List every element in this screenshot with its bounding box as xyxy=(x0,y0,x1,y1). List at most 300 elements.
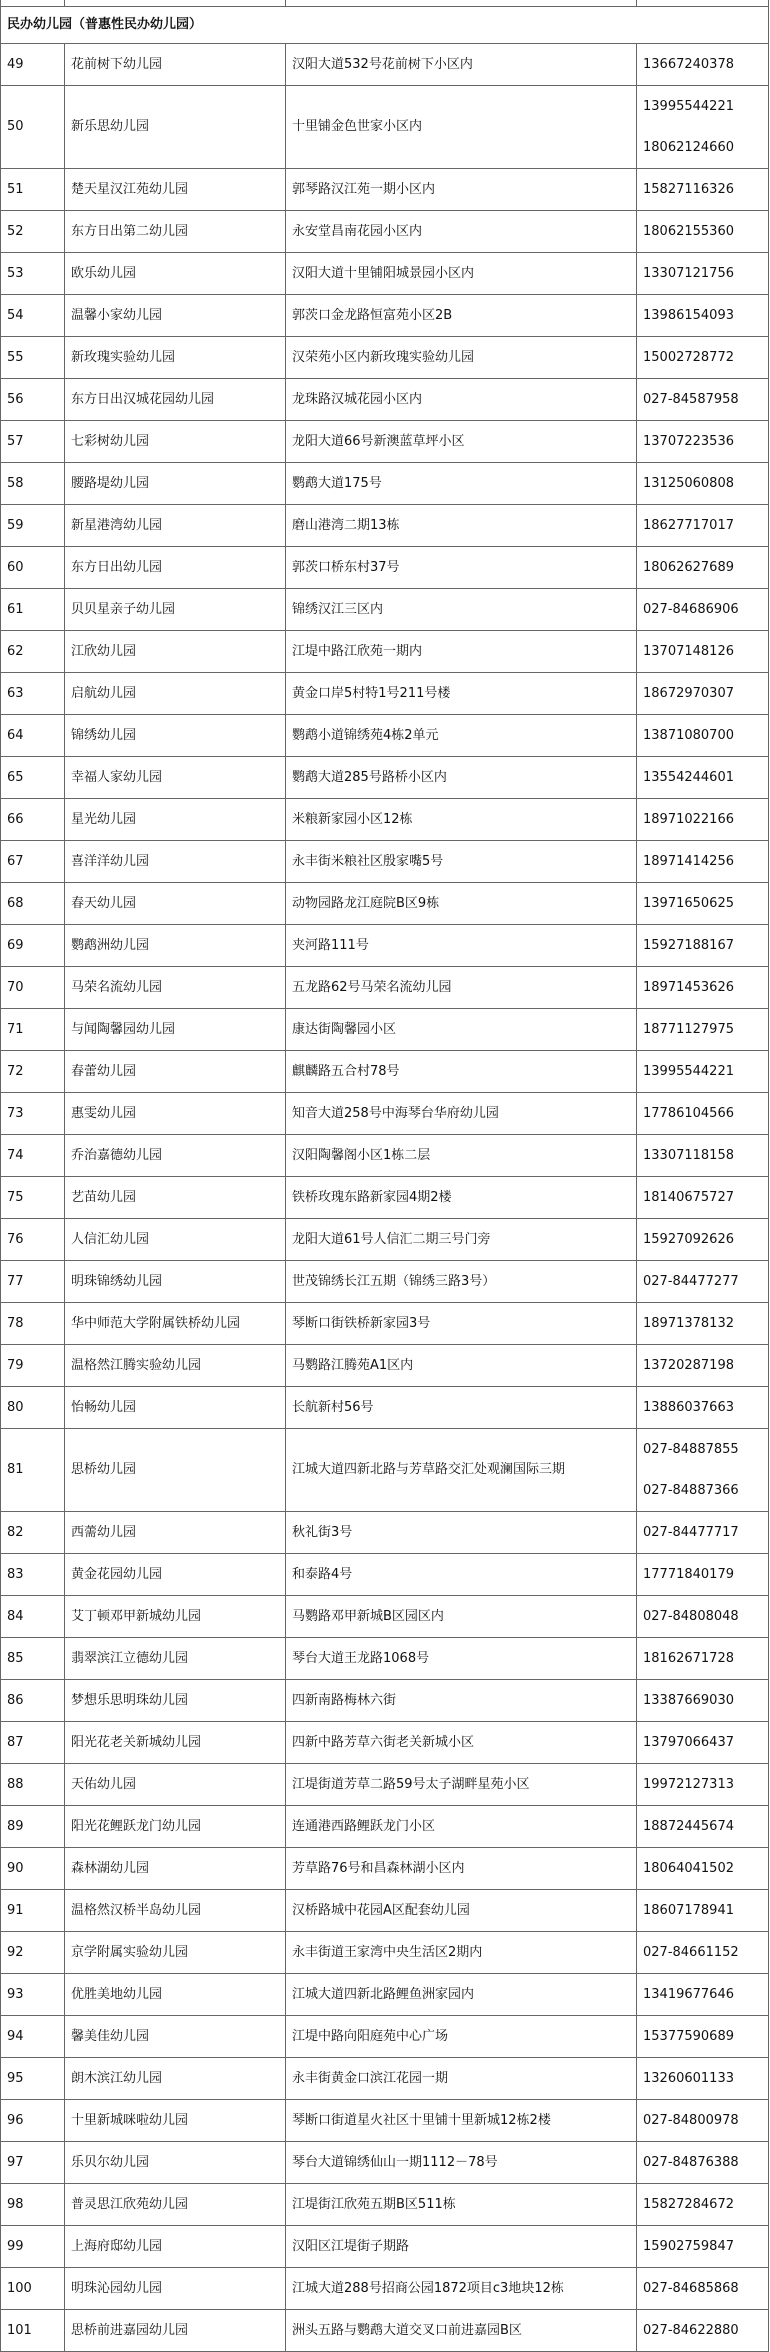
table-row xyxy=(1,925,769,967)
phone-cell xyxy=(637,253,769,295)
row-number-cell: 85 xyxy=(1,1638,65,1680)
section-header-row xyxy=(1,7,769,44)
phone-cell xyxy=(637,463,769,505)
row-number-cell: 89 xyxy=(1,1806,65,1848)
phone-number: 027-84800978 xyxy=(643,2113,739,2128)
kindergarten-name-cell: 西薷幼儿园 xyxy=(65,1512,286,1554)
table-row xyxy=(1,44,769,86)
table-row xyxy=(1,211,769,253)
table-row xyxy=(1,1512,769,1554)
address-cell: 琴台大道锦绣仙山一期1112－78号 xyxy=(286,2142,637,2184)
table-row xyxy=(1,253,769,295)
row-number-cell: 96 xyxy=(1,2100,65,2142)
kindergarten-name-cell: 明珠锦绣幼儿园 xyxy=(65,1261,286,1303)
phone-cell xyxy=(637,1554,769,1596)
row-number-cell: 80 xyxy=(1,1387,65,1429)
row-number-cell: 65 xyxy=(1,757,65,799)
address-cell: 和泰路4号 xyxy=(286,1554,637,1596)
table-row xyxy=(1,799,769,841)
kindergarten-name-cell: 春蕾幼儿园 xyxy=(65,1051,286,1093)
kindergarten-name-cell: 东方日出幼儿园 xyxy=(65,547,286,589)
phone-cell xyxy=(637,715,769,757)
address-cell: 琴断口街道星火社区十里铺十里新城12栋2楼 xyxy=(286,2100,637,2142)
kindergarten-name-cell: 馨美佳幼儿园 xyxy=(65,2016,286,2058)
kindergarten-name-cell: 阳光花老关新城幼儿园 xyxy=(65,1722,286,1764)
address-cell: 龙阳大道61号人信汇二期三号门旁 xyxy=(286,1219,637,1261)
phone-number: 18064041502 xyxy=(643,1861,734,1876)
address-cell: 郭茨口金龙路恒富苑小区2B xyxy=(286,295,637,337)
row-number-cell: 76 xyxy=(1,1219,65,1261)
address-cell: 知音大道258号中海琴台华府幼儿园 xyxy=(286,1093,637,1135)
row-number-cell: 94 xyxy=(1,2016,65,2058)
phone-cell xyxy=(637,1596,769,1638)
phone-number: 13797066437 xyxy=(643,1735,734,1750)
table-row xyxy=(1,1303,769,1345)
row-number-cell: 97 xyxy=(1,2142,65,2184)
address-cell: 江城大道四新北路与芳草路交汇处观澜国际三期 xyxy=(286,1429,637,1512)
table-row xyxy=(1,757,769,799)
phone-cell xyxy=(637,169,769,211)
address-cell: 马鹦路邓甲新城B区园区内 xyxy=(286,1596,637,1638)
phone-number: 13995544221 xyxy=(643,1064,734,1079)
table-row xyxy=(1,1219,769,1261)
phone-number: 15827284672 xyxy=(643,2197,734,2212)
phone-cell xyxy=(637,2310,769,2352)
kindergarten-name-cell: 森林湖幼儿园 xyxy=(65,1848,286,1890)
phone-number: 027-84587958 xyxy=(643,392,739,407)
kindergarten-name-cell: 乐贝尔幼儿园 xyxy=(65,2142,286,2184)
table-row xyxy=(1,337,769,379)
table-row xyxy=(1,589,769,631)
address-cell: 芳草路76号和昌森林湖小区内 xyxy=(286,1848,637,1890)
address-cell: 五龙路62号马荣名流幼儿园 xyxy=(286,967,637,1009)
address-cell: 洲头五路与鹦鹉大道交叉口前进嘉园B区 xyxy=(286,2310,637,2352)
phone-cell xyxy=(637,1051,769,1093)
phone-number: 13419677646 xyxy=(643,1987,734,2002)
kindergarten-name-cell: 楚天星汉江苑幼儿园 xyxy=(65,169,286,211)
row-number-cell: 52 xyxy=(1,211,65,253)
row-number-cell: 78 xyxy=(1,1303,65,1345)
phone-cell xyxy=(637,1093,769,1135)
row-number-cell: 86 xyxy=(1,1680,65,1722)
phone-number: 13886037663 xyxy=(643,1400,734,1415)
phone-cell xyxy=(637,1009,769,1051)
row-number-cell: 72 xyxy=(1,1051,65,1093)
phone-number: 18062124660 xyxy=(643,140,734,155)
kindergarten-name-cell: 天佑幼儿园 xyxy=(65,1764,286,1806)
row-number-cell: 74 xyxy=(1,1135,65,1177)
row-number-cell: 62 xyxy=(1,631,65,673)
phone-number: 13986154093 xyxy=(643,308,734,323)
kindergarten-name-cell: 欧乐幼儿园 xyxy=(65,253,286,295)
phone-number: 18140675727 xyxy=(643,1190,734,1205)
kindergarten-name-cell: 鹦鹉洲幼儿园 xyxy=(65,925,286,967)
table-row xyxy=(1,1261,769,1303)
kindergarten-name-cell: 惠雯幼儿园 xyxy=(65,1093,286,1135)
phone-cell xyxy=(637,589,769,631)
row-number-cell: 95 xyxy=(1,2058,65,2100)
row-number-cell: 57 xyxy=(1,421,65,463)
phone-cell xyxy=(637,925,769,967)
table-row xyxy=(1,547,769,589)
phone-cell xyxy=(637,673,769,715)
phone-number: 027-84686906 xyxy=(643,602,739,617)
address-cell: 铁桥玫瑰东路新家园4期2楼 xyxy=(286,1177,637,1219)
phone-cell xyxy=(637,1512,769,1554)
row-number-cell: 66 xyxy=(1,799,65,841)
phone-number: 18971453626 xyxy=(643,980,734,995)
row-number-cell: 67 xyxy=(1,841,65,883)
address-cell: 江堤中路江欣苑一期内 xyxy=(286,631,637,673)
phone-number: 027-84685868 xyxy=(643,2281,739,2296)
kindergarten-name-cell: 喜洋洋幼儿园 xyxy=(65,841,286,883)
table-row xyxy=(1,1387,769,1429)
table-row xyxy=(1,1680,769,1722)
phone-cell xyxy=(637,2184,769,2226)
phone-number: 027-84477277 xyxy=(643,1274,739,1289)
row-number-cell: 71 xyxy=(1,1009,65,1051)
table-row xyxy=(1,1429,769,1512)
table-row xyxy=(1,1764,769,1806)
phone-cell xyxy=(637,44,769,86)
table-row xyxy=(1,2226,769,2268)
phone-number: 18062155360 xyxy=(643,224,734,239)
kindergarten-name-cell: 温馨小家幼儿园 xyxy=(65,295,286,337)
kindergarten-name-cell: 华中师范大学附属铁桥幼儿园 xyxy=(65,1303,286,1345)
phone-number: 13125060808 xyxy=(643,476,734,491)
kindergarten-name-cell: 思桥幼儿园 xyxy=(65,1429,286,1512)
phone-number: 13707148126 xyxy=(643,644,734,659)
phone-cell xyxy=(637,757,769,799)
address-cell: 江堤街道芳草二路59号太子湖畔星苑小区 xyxy=(286,1764,637,1806)
row-number-cell: 87 xyxy=(1,1722,65,1764)
address-cell: 动物园路龙江庭院B区9栋 xyxy=(286,883,637,925)
row-number-cell: 56 xyxy=(1,379,65,421)
kindergarten-name-cell: 锦绣幼儿园 xyxy=(65,715,286,757)
table-row xyxy=(1,169,769,211)
phone-cell xyxy=(637,1261,769,1303)
address-cell: 永安堂昌南花园小区内 xyxy=(286,211,637,253)
phone-number: 15377590689 xyxy=(643,2029,734,2044)
phone-cell xyxy=(637,1806,769,1848)
kindergarten-name-cell: 江欣幼儿园 xyxy=(65,631,286,673)
address-cell: 长航新村56号 xyxy=(286,1387,637,1429)
phone-number: 15927188167 xyxy=(643,938,734,953)
phone-number: 18607178941 xyxy=(643,1903,734,1918)
row-number-cell: 75 xyxy=(1,1177,65,1219)
row-number-cell: 100 xyxy=(1,2268,65,2310)
row-number-cell: 53 xyxy=(1,253,65,295)
kindergarten-name-cell: 人信汇幼儿园 xyxy=(65,1219,286,1261)
kindergarten-name-cell: 幸福人家幼儿园 xyxy=(65,757,286,799)
kindergarten-name-cell: 新乐思幼儿园 xyxy=(65,86,286,169)
phone-cell xyxy=(637,2142,769,2184)
address-cell: 江城大道四新北路鲤鱼洲家园内 xyxy=(286,1974,637,2016)
phone-number: 13307121756 xyxy=(643,266,734,281)
phone-number: 13667240378 xyxy=(643,57,734,72)
row-number-cell: 64 xyxy=(1,715,65,757)
phone-number: 17786104566 xyxy=(643,1106,734,1121)
kindergarten-name-cell: 乔治嘉德幼儿园 xyxy=(65,1135,286,1177)
phone-number: 13720287198 xyxy=(643,1358,734,1373)
row-number-cell: 54 xyxy=(1,295,65,337)
address-cell: 鹦鹉大道175号 xyxy=(286,463,637,505)
phone-number: 18771127975 xyxy=(643,1022,734,1037)
phone-cell xyxy=(637,547,769,589)
address-cell: 永丰街道王家湾中央生活区2期内 xyxy=(286,1932,637,1974)
phone-cell xyxy=(637,2016,769,2058)
table-row xyxy=(1,1638,769,1680)
phone-cell xyxy=(637,2268,769,2310)
row-number-cell: 98 xyxy=(1,2184,65,2226)
phone-cell xyxy=(637,1848,769,1890)
phone-cell xyxy=(637,967,769,1009)
phone-cell xyxy=(637,379,769,421)
phone-cell xyxy=(637,1177,769,1219)
phone-number: 13871080700 xyxy=(643,728,734,743)
phone-number: 18162671728 xyxy=(643,1651,734,1666)
phone-number: 13554244601 xyxy=(643,770,734,785)
table-row xyxy=(1,1554,769,1596)
table-row xyxy=(1,715,769,757)
phone-cell xyxy=(637,883,769,925)
row-number-cell: 59 xyxy=(1,505,65,547)
row-number-cell: 84 xyxy=(1,1596,65,1638)
address-cell: 磨山港湾二期13栋 xyxy=(286,505,637,547)
table-row xyxy=(1,2100,769,2142)
table-row xyxy=(1,1848,769,1890)
table-row xyxy=(1,2310,769,2352)
address-cell: 鹦鹉小道锦绣苑4栋2单元 xyxy=(286,715,637,757)
address-cell: 永丰街米粮社区殷家嘴5号 xyxy=(286,841,637,883)
row-number-cell: 99 xyxy=(1,2226,65,2268)
kindergarten-name-cell: 温格然汉桥半岛幼儿园 xyxy=(65,1890,286,1932)
table-row xyxy=(1,86,769,169)
phone-cell xyxy=(637,631,769,673)
table-row xyxy=(1,1345,769,1387)
phone-number: 13307118158 xyxy=(643,1148,734,1163)
kindergarten-name-cell: 阳光花鲤跃龙门幼儿园 xyxy=(65,1806,286,1848)
phone-number: 027-84477717 xyxy=(643,1525,739,1540)
table-row xyxy=(1,1009,769,1051)
phone-number: 15002728772 xyxy=(643,350,734,365)
kindergarten-name-cell: 星光幼儿园 xyxy=(65,799,286,841)
address-cell: 琴断口街铁桥新家园3号 xyxy=(286,1303,637,1345)
phone-cell xyxy=(637,1932,769,1974)
address-cell: 江堤中路向阳庭苑中心广场 xyxy=(286,2016,637,2058)
address-cell: 江城大道288号招商公园1872项目c3地块12栋 xyxy=(286,2268,637,2310)
table-row xyxy=(1,463,769,505)
phone-number: 13995544221 xyxy=(643,99,734,114)
phone-number: 027-84808048 xyxy=(643,1609,739,1624)
address-cell: 汉桥路城中花园A区配套幼儿园 xyxy=(286,1890,637,1932)
phone-cell xyxy=(637,505,769,547)
table-row xyxy=(1,421,769,463)
table-row xyxy=(1,2184,769,2226)
row-number-cell: 51 xyxy=(1,169,65,211)
phone-cell xyxy=(637,421,769,463)
phone-number: 18872445674 xyxy=(643,1819,734,1834)
phone-number: 13707223536 xyxy=(643,434,734,449)
row-number-cell: 49 xyxy=(1,44,65,86)
kindergarten-name-cell: 花前树下幼儿园 xyxy=(65,44,286,86)
table-row xyxy=(1,673,769,715)
address-cell: 十里铺金色世家小区内 xyxy=(286,86,637,169)
row-number-cell: 69 xyxy=(1,925,65,967)
table-row xyxy=(1,1135,769,1177)
kindergarten-name-cell: 怡畅幼儿园 xyxy=(65,1387,286,1429)
kindergarten-name-cell: 梦想乐思明珠幼儿园 xyxy=(65,1680,286,1722)
kindergarten-name-cell: 优胜美地幼儿园 xyxy=(65,1974,286,2016)
address-cell: 连通港西路鲤跃龙门小区 xyxy=(286,1806,637,1848)
phone-number: 027-84887366 xyxy=(643,1483,739,1498)
table-row xyxy=(1,1093,769,1135)
table-row xyxy=(1,2058,769,2100)
address-cell: 马鹦路江腾苑A1区内 xyxy=(286,1345,637,1387)
phone-number: 18971022166 xyxy=(643,812,734,827)
row-number-cell: 101 xyxy=(1,2310,65,2352)
table-row xyxy=(1,883,769,925)
kindergarten-name-cell: 黄金花园幼儿园 xyxy=(65,1554,286,1596)
address-cell: 汉阳区江堤街子期路 xyxy=(286,2226,637,2268)
address-cell: 永丰街黄金口滨江花园一期 xyxy=(286,2058,637,2100)
table-body xyxy=(1,0,769,2352)
row-number-cell: 93 xyxy=(1,1974,65,2016)
row-number-cell: 92 xyxy=(1,1932,65,1974)
kindergarten-name-cell: 十里新城咪啦幼儿园 xyxy=(65,2100,286,2142)
address-cell: 鹦鹉大道285号路桥小区内 xyxy=(286,757,637,799)
phone-cell xyxy=(637,1219,769,1261)
phone-cell xyxy=(637,1974,769,2016)
table-row xyxy=(1,2016,769,2058)
phone-cell xyxy=(637,841,769,883)
kindergarten-name-cell: 马荣名流幼儿园 xyxy=(65,967,286,1009)
address-cell: 锦绣汉江三区内 xyxy=(286,589,637,631)
table-row xyxy=(1,967,769,1009)
table-row xyxy=(1,1596,769,1638)
address-cell: 四新南路梅林六街 xyxy=(286,1680,637,1722)
table-row xyxy=(1,1177,769,1219)
phone-cell xyxy=(637,1135,769,1177)
kindergarten-name-cell: 贝贝星亲子幼儿园 xyxy=(65,589,286,631)
phone-cell xyxy=(637,799,769,841)
address-cell: 米粮新家园小区12栋 xyxy=(286,799,637,841)
address-cell: 黄金口岸5村特1号211号楼 xyxy=(286,673,637,715)
row-number-cell: 81 xyxy=(1,1429,65,1512)
phone-cell xyxy=(637,211,769,253)
phone-number: 19972127313 xyxy=(643,1777,734,1792)
address-cell: 麒麟路五合村78号 xyxy=(286,1051,637,1093)
phone-number: 13387669030 xyxy=(643,1693,734,1708)
phone-number: 027-84887855 xyxy=(643,1442,739,1457)
row-number-cell: 55 xyxy=(1,337,65,379)
address-cell: 汉阳大道十里铺阳城景园小区内 xyxy=(286,253,637,295)
kindergarten-name-cell: 京学附属实验幼儿园 xyxy=(65,1932,286,1974)
table-row xyxy=(1,2268,769,2310)
kindergarten-name-cell: 温格然江腾实验幼儿园 xyxy=(65,1345,286,1387)
table-row xyxy=(1,1806,769,1848)
kindergarten-name-cell: 启航幼儿园 xyxy=(65,673,286,715)
row-number-cell: 73 xyxy=(1,1093,65,1135)
table-row xyxy=(1,2142,769,2184)
kindergarten-name-cell: 翡翠滨江立德幼儿园 xyxy=(65,1638,286,1680)
address-cell: 汉阳陶馨阁小区1栋二层 xyxy=(286,1135,637,1177)
phone-number: 18971378132 xyxy=(643,1316,734,1331)
kindergarten-name-cell: 明珠沁园幼儿园 xyxy=(65,2268,286,2310)
row-number-cell: 88 xyxy=(1,1764,65,1806)
table-row xyxy=(1,1722,769,1764)
phone-number: 027-84661152 xyxy=(643,1945,739,1960)
phone-number: 18627717017 xyxy=(643,518,734,533)
row-number-cell: 77 xyxy=(1,1261,65,1303)
phone-cell xyxy=(637,1764,769,1806)
address-cell: 龙珠路汉城花园小区内 xyxy=(286,379,637,421)
row-number-cell: 83 xyxy=(1,1554,65,1596)
kindergarten-name-cell: 与闻陶馨园幼儿园 xyxy=(65,1009,286,1051)
row-number-cell: 58 xyxy=(1,463,65,505)
table-row xyxy=(1,379,769,421)
phone-cell xyxy=(637,1680,769,1722)
table-row xyxy=(1,631,769,673)
phone-cell xyxy=(637,337,769,379)
kindergarten-name-cell: 艺苗幼儿园 xyxy=(65,1177,286,1219)
address-cell: 汉荣苑小区内新玫瑰实验幼儿园 xyxy=(286,337,637,379)
row-number-cell: 90 xyxy=(1,1848,65,1890)
row-number-cell: 63 xyxy=(1,673,65,715)
phone-number: 13260601133 xyxy=(643,2071,734,2086)
phone-cell xyxy=(637,1387,769,1429)
address-cell: 夹河路111号 xyxy=(286,925,637,967)
row-number-cell: 82 xyxy=(1,1512,65,1554)
kindergarten-name-cell: 东方日出汉城花园幼儿园 xyxy=(65,379,286,421)
row-number-cell: 79 xyxy=(1,1345,65,1387)
kindergarten-name-cell: 思桥前进嘉园幼儿园 xyxy=(65,2310,286,2352)
address-cell: 郭琴路汉江苑一期小区内 xyxy=(286,169,637,211)
phone-number: 18062627689 xyxy=(643,560,734,575)
kindergarten-name-cell: 腰路堤幼儿园 xyxy=(65,463,286,505)
kindergarten-name-cell: 新星港湾幼儿园 xyxy=(65,505,286,547)
table-row xyxy=(1,841,769,883)
table-row xyxy=(1,295,769,337)
address-cell: 世茂锦绣长江五期（锦绣三路3号） xyxy=(286,1261,637,1303)
address-cell: 琴台大道王龙路1068号 xyxy=(286,1638,637,1680)
row-number-cell: 70 xyxy=(1,967,65,1009)
address-cell: 江堤街江欣苑五期B区511栋 xyxy=(286,2184,637,2226)
row-number-cell: 61 xyxy=(1,589,65,631)
address-cell: 龙阳大道66号新澳蓝草坪小区 xyxy=(286,421,637,463)
phone-cell xyxy=(637,2226,769,2268)
phone-cell xyxy=(637,1722,769,1764)
row-number-cell: 68 xyxy=(1,883,65,925)
address-cell: 康达街陶馨园小区 xyxy=(286,1009,637,1051)
address-cell: 郭茨口桥东村37号 xyxy=(286,547,637,589)
phone-number: 027-84876388 xyxy=(643,2155,739,2170)
kindergarten-name-cell: 艾丁顿邓甲新城幼儿园 xyxy=(65,1596,286,1638)
address-cell: 四新中路芳草六街老关新城小区 xyxy=(286,1722,637,1764)
phone-number: 18672970307 xyxy=(643,686,734,701)
phone-cell xyxy=(637,295,769,337)
table-row xyxy=(1,505,769,547)
table-row xyxy=(1,1051,769,1093)
section-title: 民办幼儿园（普惠性民办幼儿园） xyxy=(1,7,769,44)
phone-cell xyxy=(637,1303,769,1345)
row-number-cell: 60 xyxy=(1,547,65,589)
kindergarten-name-cell: 上海府邸幼儿园 xyxy=(65,2226,286,2268)
phone-number: 027-84622880 xyxy=(643,2323,739,2338)
table-row xyxy=(1,1974,769,2016)
phone-cell xyxy=(637,1429,769,1512)
kindergarten-name-cell: 朗木滨江幼儿园 xyxy=(65,2058,286,2100)
